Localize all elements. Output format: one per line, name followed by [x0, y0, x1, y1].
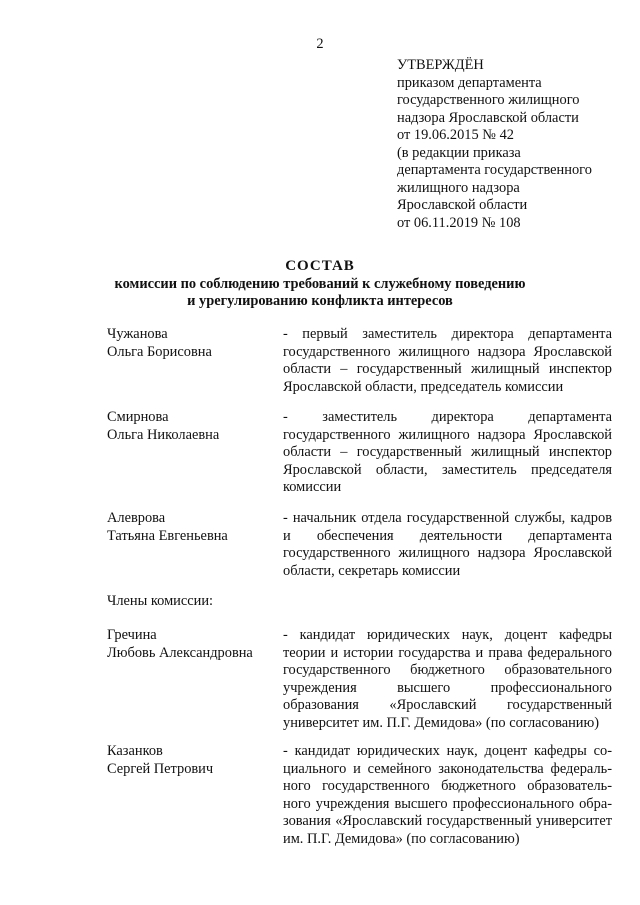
member-given-name: Любовь Александровна — [107, 644, 253, 661]
members-section-label: Члены комиссии: — [107, 593, 214, 609]
member-name — [107, 409, 277, 444]
member-role — [283, 409, 612, 497]
member-role — [283, 627, 612, 732]
member-given-name: Сергей Петрович — [107, 760, 214, 777]
member-name — [107, 627, 277, 662]
title-main: СОСТАВ — [285, 258, 355, 274]
role-line: учреждения высшего профессионального — [283, 679, 612, 696]
member-given-name: Ольга Николаевна — [107, 426, 220, 443]
role-line: - кандидат юридических наук, доцент кафедры — [283, 627, 612, 643]
role-line: - заместитель директора департамента — [283, 409, 612, 425]
approval-stamp — [397, 57, 627, 232]
member-name — [107, 510, 277, 545]
role-line: Ярославской области, председатель комиссии — [283, 378, 564, 395]
role-line: области – государственный жилищный инспектор — [283, 444, 612, 460]
role-line: - кандидат юридических наук, доцент кафедры со- — [283, 743, 612, 759]
role-line: им. П.Г. Демидова» (по согласованию) — [283, 830, 520, 847]
role-line: государственного бюджетного образовательного — [283, 662, 612, 678]
role-line: государственного жилищного надзора Ярославской — [283, 343, 612, 360]
role-line: государственного жилищного надзора Ярославской — [283, 426, 612, 443]
approval-line: УТВЕРЖДЁН — [397, 57, 484, 73]
approval-line: жилищного надзора — [397, 179, 520, 196]
approval-line: от 19.06.2015 № 42 — [397, 127, 514, 143]
role-line: зования «Ярославский государственный университет — [283, 813, 612, 829]
role-line: и обеспечения деятельности департамента — [283, 527, 612, 544]
role-line: университет им. П.Г. Демидова» (по согласованию) — [283, 714, 600, 731]
title-line: и урегулированию конфликта интересов — [187, 293, 453, 309]
role-line: циального и семейного законодательства федераль- — [283, 760, 612, 777]
role-line: - начальник отдела государственной службы, кадров — [283, 510, 612, 526]
role-line: теории и истории государства и права федерального — [283, 644, 612, 661]
member-surname: Алеврова — [107, 510, 166, 526]
member-given-name: Татьяна Евгеньевна — [107, 527, 228, 544]
approval-line: государственного жилищного — [397, 92, 580, 108]
role-line: государственного жилищного надзора Ярославской — [283, 545, 612, 561]
member-name — [107, 743, 277, 778]
role-line: области, секретарь комиссии — [283, 562, 461, 579]
approval-line: надзора Ярославской области — [397, 109, 579, 126]
document-title — [0, 258, 640, 311]
member-surname: Чужанова — [107, 326, 168, 342]
member-name — [107, 326, 277, 361]
role-line: области – государственный жилищный инспектор — [283, 361, 612, 377]
member-surname: Казанков — [107, 743, 163, 759]
approval-line: департамента государственного — [397, 162, 592, 178]
approval-line: (в редакции приказа — [397, 144, 521, 161]
approval-line: приказом департамента — [397, 74, 542, 91]
page-number: 2 — [316, 36, 324, 52]
member-surname: Смирнова — [107, 409, 169, 425]
member-role — [283, 326, 612, 396]
title-line: комиссии по соблюдению требований к служебному поведению — [114, 275, 526, 292]
approval-line: от 06.11.2019 № 108 — [397, 214, 521, 231]
member-role — [283, 743, 612, 848]
role-line: Ярославской области, заместитель председателя — [283, 461, 612, 478]
role-line: комиссии — [283, 479, 342, 495]
role-line: - первый заместитель директора департамента — [283, 326, 612, 342]
member-role — [283, 510, 612, 580]
role-line: ного государственного бюджетного образователь- — [283, 778, 612, 794]
member-surname: Гречина — [107, 627, 157, 643]
member-given-name: Ольга Борисовна — [107, 343, 212, 360]
role-line: образования «Ярославский государственный — [283, 697, 612, 713]
approval-line: Ярославской области — [397, 197, 528, 213]
role-line: ного учреждения высшего профессионального обра- — [283, 795, 612, 812]
